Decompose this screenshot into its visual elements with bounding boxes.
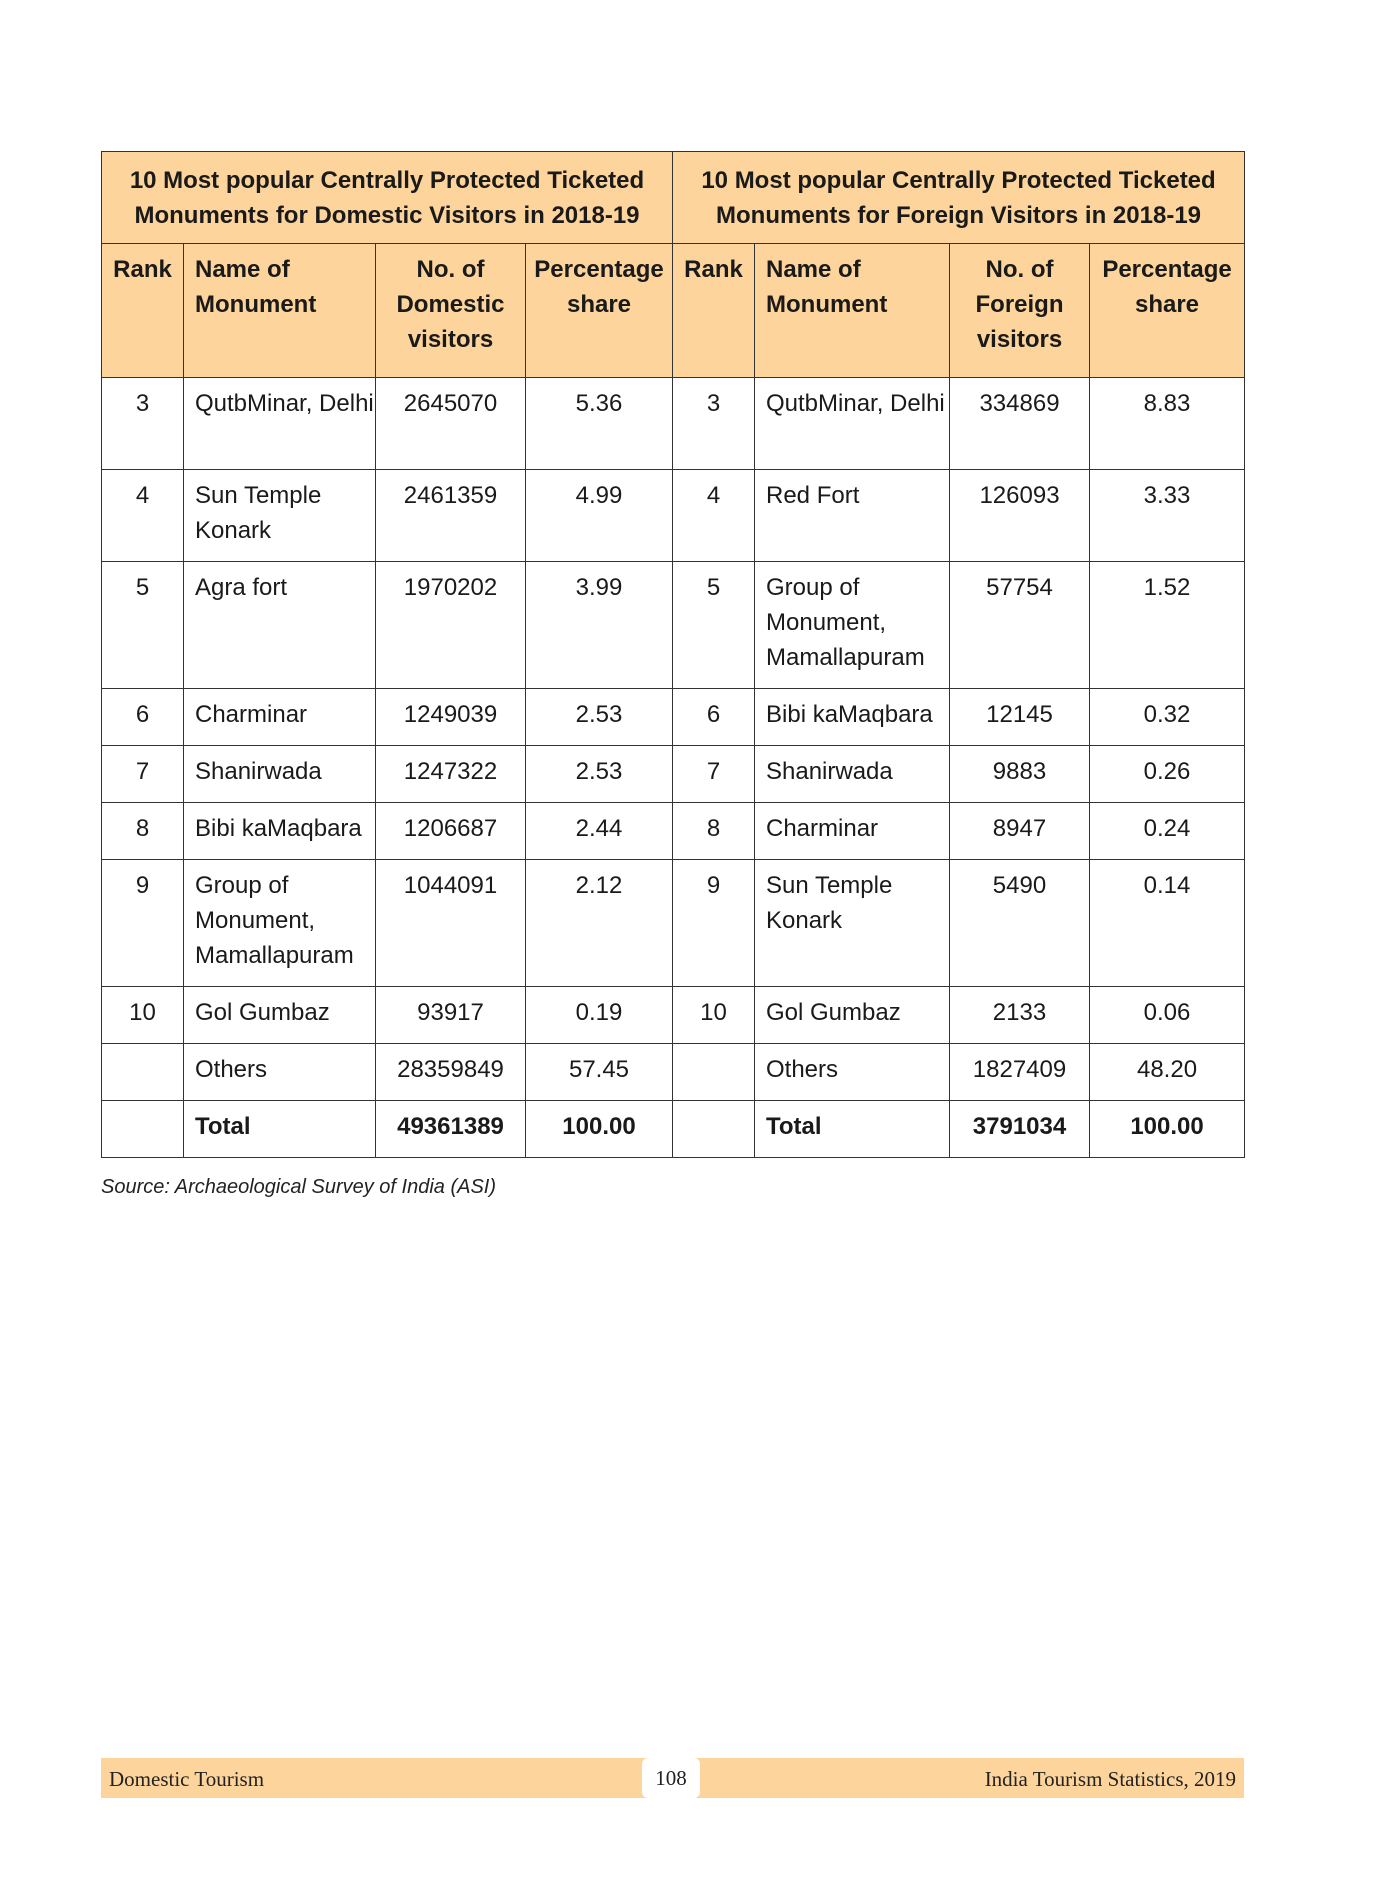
domestic-share-cell: 57.45 (526, 1044, 673, 1101)
foreign-rank-cell: 8 (673, 803, 755, 860)
domestic-rank-cell: 7 (102, 746, 184, 803)
domestic-share-cell: 4.99 (526, 470, 673, 562)
foreign-monument-cell: Bibi kaMaqbara (755, 689, 950, 746)
header-foreign-visitors: No. of Foreign visitors (950, 244, 1090, 378)
domestic-visitors-cell: 28359849 (376, 1044, 526, 1101)
domestic-monument-cell: Total (184, 1101, 376, 1158)
domestic-visitors-cell: 1044091 (376, 860, 526, 987)
foreign-monument-cell: Gol Gumbaz (755, 987, 950, 1044)
foreign-rank-cell: 3 (673, 378, 755, 470)
foreign-rank-cell: 9 (673, 860, 755, 987)
page-number: 108 (642, 1758, 700, 1798)
domestic-rank-cell: 8 (102, 803, 184, 860)
domestic-share-cell: 100.00 (526, 1101, 673, 1158)
domestic-rank-cell: 4 (102, 470, 184, 562)
domestic-monument-cell: Gol Gumbaz (184, 987, 376, 1044)
foreign-monument-cell: Others (755, 1044, 950, 1101)
domestic-share-cell: 2.53 (526, 746, 673, 803)
foreign-monument-cell: Group of Monument, Mamallapuram (755, 562, 950, 689)
foreign-visitors-cell: 57754 (950, 562, 1090, 689)
foreign-monument-cell: Charminar (755, 803, 950, 860)
domestic-visitors-cell: 1249039 (376, 689, 526, 746)
domestic-rank-cell: 5 (102, 562, 184, 689)
domestic-share-cell: 5.36 (526, 378, 673, 470)
foreign-visitors-cell: 5490 (950, 860, 1090, 987)
footer-section: Domestic Tourism (109, 1767, 265, 1791)
domestic-share-cell: 2.12 (526, 860, 673, 987)
foreign-share-cell: 0.06 (1090, 987, 1245, 1044)
foreign-visitors-cell: 334869 (950, 378, 1090, 470)
domestic-monument-cell: QutbMinar, Delhi (184, 378, 376, 470)
domestic-rank-cell (102, 1101, 184, 1158)
table-row (102, 746, 1245, 803)
monuments-table (101, 151, 1245, 1158)
domestic-monument-cell: Agra fort (184, 562, 376, 689)
domestic-visitors-cell: 2461359 (376, 470, 526, 562)
foreign-rank-cell: 10 (673, 987, 755, 1044)
foreign-visitors-cell: 8947 (950, 803, 1090, 860)
foreign-share-cell: 3.33 (1090, 470, 1245, 562)
foreign-monument-cell: QutbMinar, Delhi (755, 378, 950, 470)
table-row (102, 378, 1245, 470)
domestic-rank-cell: 9 (102, 860, 184, 987)
foreign-visitors-cell: 2133 (950, 987, 1090, 1044)
table-row (102, 1101, 1245, 1158)
foreign-share-cell: 8.83 (1090, 378, 1245, 470)
foreign-visitors-cell: 3791034 (950, 1101, 1090, 1158)
page-footer (101, 1758, 1244, 1798)
footer-publication: India Tourism Statistics, 2019 (984, 1767, 1236, 1791)
domestic-visitors-cell: 49361389 (376, 1101, 526, 1158)
domestic-visitors-cell: 2645070 (376, 378, 526, 470)
foreign-monument-cell: Sun Temple Konark (755, 860, 950, 987)
domestic-monument-cell: Sun Temple Konark (184, 470, 376, 562)
domestic-monument-cell: Group of Monument, Mamallapuram (184, 860, 376, 987)
domestic-monument-cell: Others (184, 1044, 376, 1101)
foreign-rank-cell: 7 (673, 746, 755, 803)
table-row (102, 562, 1245, 689)
table-row (102, 803, 1245, 860)
foreign-visitors-cell: 12145 (950, 689, 1090, 746)
domestic-table-title: 10 Most popular Centrally Protected Ticketed Monuments for Domestic Visitors in 2018-19 (102, 152, 673, 244)
domestic-share-cell: 2.44 (526, 803, 673, 860)
table-row (102, 470, 1245, 562)
table-row (102, 689, 1245, 746)
domestic-visitors-cell: 1970202 (376, 562, 526, 689)
foreign-rank-cell: 5 (673, 562, 755, 689)
domestic-monument-cell: Charminar (184, 689, 376, 746)
table-row (102, 987, 1245, 1044)
foreign-share-cell: 100.00 (1090, 1101, 1245, 1158)
domestic-share-cell: 3.99 (526, 562, 673, 689)
domestic-visitors-cell: 93917 (376, 987, 526, 1044)
domestic-monument-cell: Shanirwada (184, 746, 376, 803)
domestic-share-cell: 2.53 (526, 689, 673, 746)
domestic-rank-cell: 3 (102, 378, 184, 470)
foreign-rank-cell: 4 (673, 470, 755, 562)
foreign-share-cell: 1.52 (1090, 562, 1245, 689)
domestic-rank-cell (102, 1044, 184, 1101)
foreign-visitors-cell: 126093 (950, 470, 1090, 562)
foreign-visitors-cell: 9883 (950, 746, 1090, 803)
foreign-share-cell: 0.32 (1090, 689, 1245, 746)
foreign-share-cell: 0.26 (1090, 746, 1245, 803)
domestic-share-cell: 0.19 (526, 987, 673, 1044)
foreign-rank-cell: 6 (673, 689, 755, 746)
domestic-visitors-cell: 1206687 (376, 803, 526, 860)
foreign-monument-cell: Shanirwada (755, 746, 950, 803)
source-note: Source: Archaeological Survey of India (ASI) (101, 1176, 497, 1198)
foreign-share-cell: 0.24 (1090, 803, 1245, 860)
domestic-rank-cell: 10 (102, 987, 184, 1044)
domestic-monument-cell: Bibi kaMaqbara (184, 803, 376, 860)
header-foreign-monument: Name of Monument (755, 244, 950, 378)
domestic-rank-cell: 6 (102, 689, 184, 746)
foreign-table-title: 10 Most popular Centrally Protected Ticketed Monuments for Foreign Visitors in 2018-19 (673, 152, 1245, 244)
header-domestic-share: Percentage share (526, 244, 673, 378)
foreign-monument-cell: Red Fort (755, 470, 950, 562)
header-domestic-visitors: No. of Domestic visitors (376, 244, 526, 378)
foreign-share-cell: 48.20 (1090, 1044, 1245, 1101)
foreign-rank-cell (673, 1044, 755, 1101)
table-body (102, 378, 1245, 1158)
header-foreign-share: Percentage share (1090, 244, 1245, 378)
table-row (102, 1044, 1245, 1101)
foreign-monument-cell: Total (755, 1101, 950, 1158)
header-foreign-rank: Rank (673, 244, 755, 378)
foreign-rank-cell (673, 1101, 755, 1158)
domestic-visitors-cell: 1247322 (376, 746, 526, 803)
table-row (102, 860, 1245, 987)
foreign-share-cell: 0.14 (1090, 860, 1245, 987)
foreign-visitors-cell: 1827409 (950, 1044, 1090, 1101)
header-domestic-rank: Rank (102, 244, 184, 378)
header-domestic-monument: Name of Monument (184, 244, 376, 378)
